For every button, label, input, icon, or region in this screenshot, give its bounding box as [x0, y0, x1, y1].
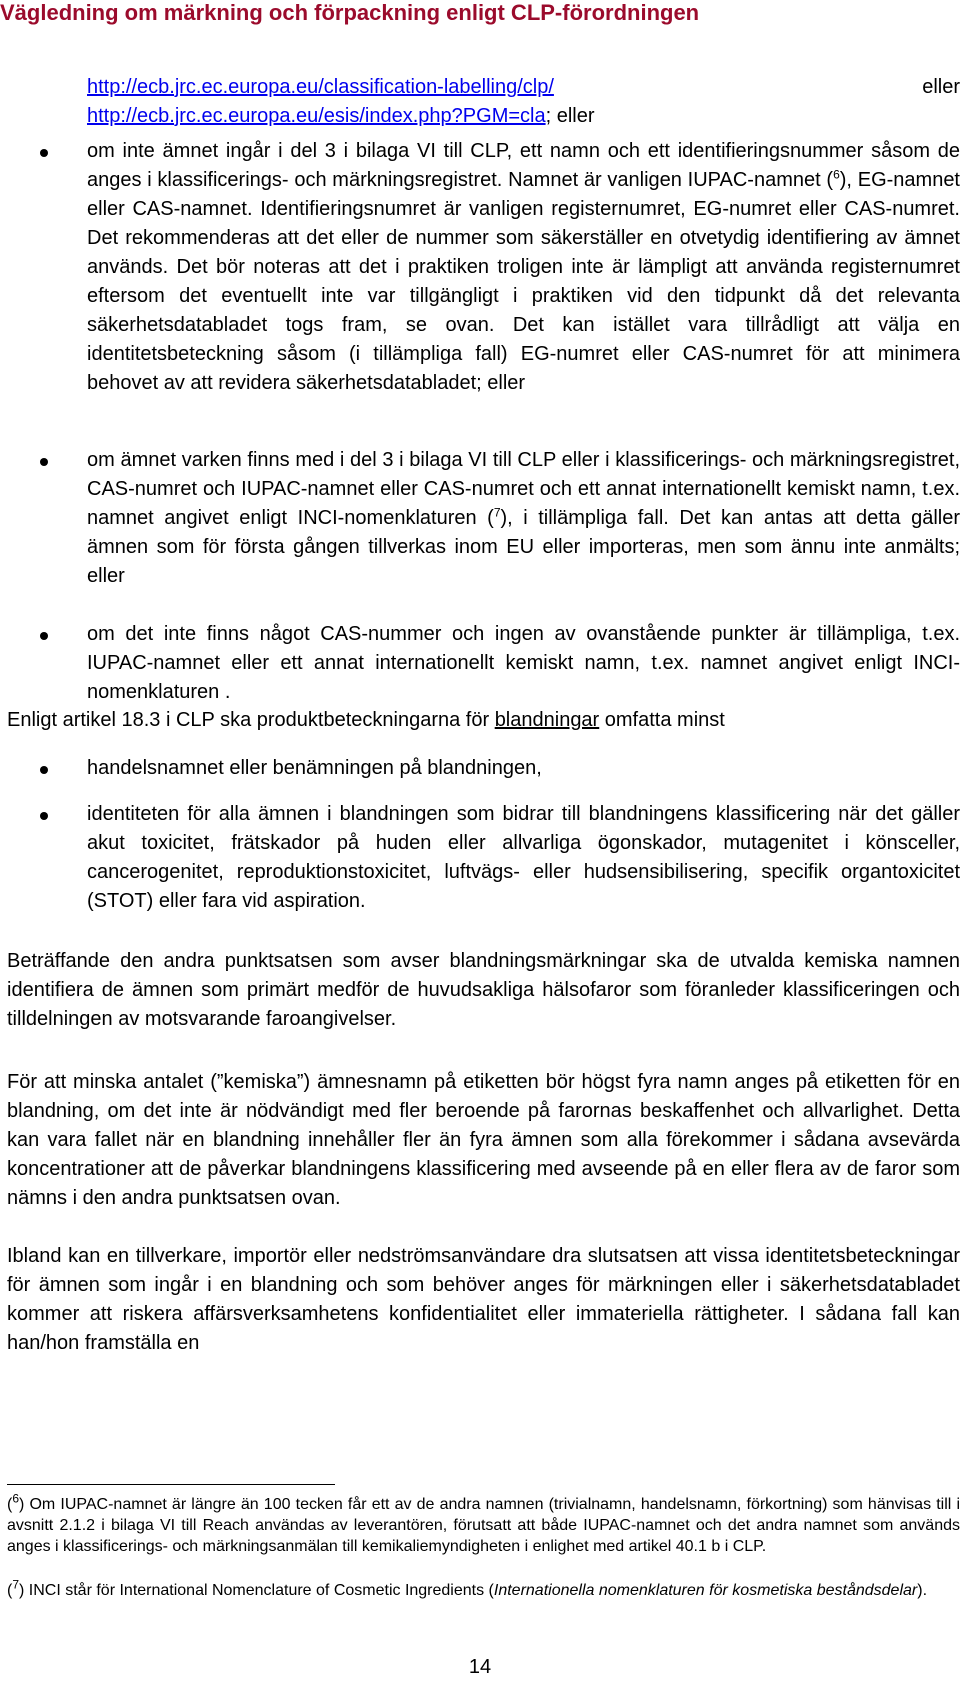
list-item: om inte ämnet ingår i del 3 i bilaga VI till CLP, ett namn och ett identifieringsnummer såsom de anges i klassificerings- och märkningsregistret. Namnet är vanligen IUPAC-namnet ($^6$), EG-namnet eller CAS-namnet. Identifieringsnumret är vanligen registernumret, EG-numret eller CAS-numret. Det rekommenderas att det eller de nummer som säkerställer en otvetydig identifiering av ämnet används. Det bör noteras att det i praktiken troligen inte är lämpligt att använda registernumret eftersom det eventuellt inte var tillgängligt i praktiken vid den tidpunkt då det relevanta säkerhetsdatabladet togs fram, se ovan. Det kan istället vara tillrådligt att välja en identitetsbeteckning såsom (i tillämpliga fall) EG-numret eller CAS-numret för att minimera behovet av att revidera säkerhetsdatabladet; eller — [87, 140, 960, 394]
bullet-dot — [40, 458, 54, 472]
article-intro: Enligt artikel 18.3 i CLP ska produktbeteckningarna för blandningar omfatta minst — [7, 709, 725, 731]
footnote: ($^6$) Om IUPAC-namnet är längre än 100 tecken får ett av de andra namnen (trivialnamn, handelsnamn, förkortning) som hänvisas till i avsnitt 2.1.2 i bilaga VI till Reach användas av leverantören, förutsatt att både IUPAC-namnet och det andra namnet som används anges i klassificerings- och märkningsanmälan till kemikaliemyndigheten i enlighet med artikel 40.1 b i CLP. — [7, 1491, 960, 1555]
footnote: ($^7$) INCI står för International Nomenclature of Cosmetic Ingredients (Internationella nomenklaturen för kosmetiska beståndsdelar). — [7, 1577, 928, 1599]
ecb-esis-link[interactable]: http://ecb.jrc.ec.europa.eu/esis/index.php?PGM=cla — [87, 105, 546, 127]
document-header — [0, 0, 960, 26]
paragraph: För att minska antalet (”kemiska”) ämnesnamn på etiketten bör högst fyra namn anges på etiketten för en blandning, om det inte är nödvändigt med fler beroende på farornas beskaffenhet och allvarlighet. Detta kan vara fallet när en blandning innehåller fler än fyra ämnen som alla förekommer i sådana avsevärda koncentrationer att de påverkar blandningens klassificering med avseende på en eller flera av de faror som nämns i den andra punktsatsen ovan. — [7, 1071, 960, 1209]
bullet-dot — [40, 149, 54, 163]
page-number: 14 — [468, 1656, 492, 1678]
list-item: identiteten för alla ämnen i blandningen som bidrar till blandningens klassificering när det gäller akut toxicitet, frätskador på huden eller allvarliga ögonskador, mutagenitet i könsceller, cancerogenitet, reproduktionstoxicitet, luftvägs- eller hudsensibilisering, specifik organtoxicitet (STOT) eller fara vid aspiration. — [87, 803, 960, 912]
bullet-dot — [40, 812, 54, 826]
list-item: om det inte finns något CAS-nummer och ingen av ovanstående punkter är tillämpliga, t.ex. IUPAC-namnet eller ett annat internationellt kemiskt namn, t.ex. namnet angivet enligt INCI-nomenklaturen . — [87, 623, 960, 703]
bullet-dot — [40, 632, 54, 646]
links-eller-suffix: ; eller — [545, 105, 595, 127]
ecb-clp-link[interactable]: http://ecb.jrc.ec.europa.eu/classification-labelling/clp/ — [87, 76, 554, 98]
list-item: handelsnamnet eller benämningen på blandningen, — [87, 757, 542, 779]
list-item: om ämnet varken finns med i del 3 i bilaga VI till CLP eller i klassificerings- och märkningsregistret, CAS-numret och IUPAC-namnet eller CAS-numret och ett annat internationellt kemiskt namn, t.ex. namnet angivet enligt INCI-nomenklaturen ($^7$), i tillämpliga fall. Det kan antas att detta gäller ämnen som för första gången tillverkas inom EU eller importeras, men som ännu inte anmälts; eller — [87, 449, 960, 587]
header-title: Vägledning om märkning och förpackning enligt CLP-förordningen — [0, 0, 700, 25]
footnote-divider — [7, 1484, 335, 1485]
links-eller: eller — [922, 76, 960, 98]
bullet-dot — [40, 766, 54, 780]
paragraph: Beträffande den andra punktsatsen som avser blandningsmärkningar ska de utvalda kemiska namnen identifiera de ämnen som primärt medför de huvudsakliga hälsofaror som föranleder klassificeringen och tilldelningen av motsvarande faroangivelser. — [7, 950, 960, 1030]
source-links — [87, 73, 960, 131]
paragraph: Ibland kan en tillverkare, importör eller nedströmsanvändare dra slutsatsen att vissa identitetsbeteckningar för ämnen som ingår i en blandning och som behöver anges för märkningen eller i säkerhetsdatabladet kommer att riskera affärsverksamhetens konfidentialitet eller immateriella rättigheter. I sådana fall kan han/hon framställa en — [7, 1245, 960, 1354]
